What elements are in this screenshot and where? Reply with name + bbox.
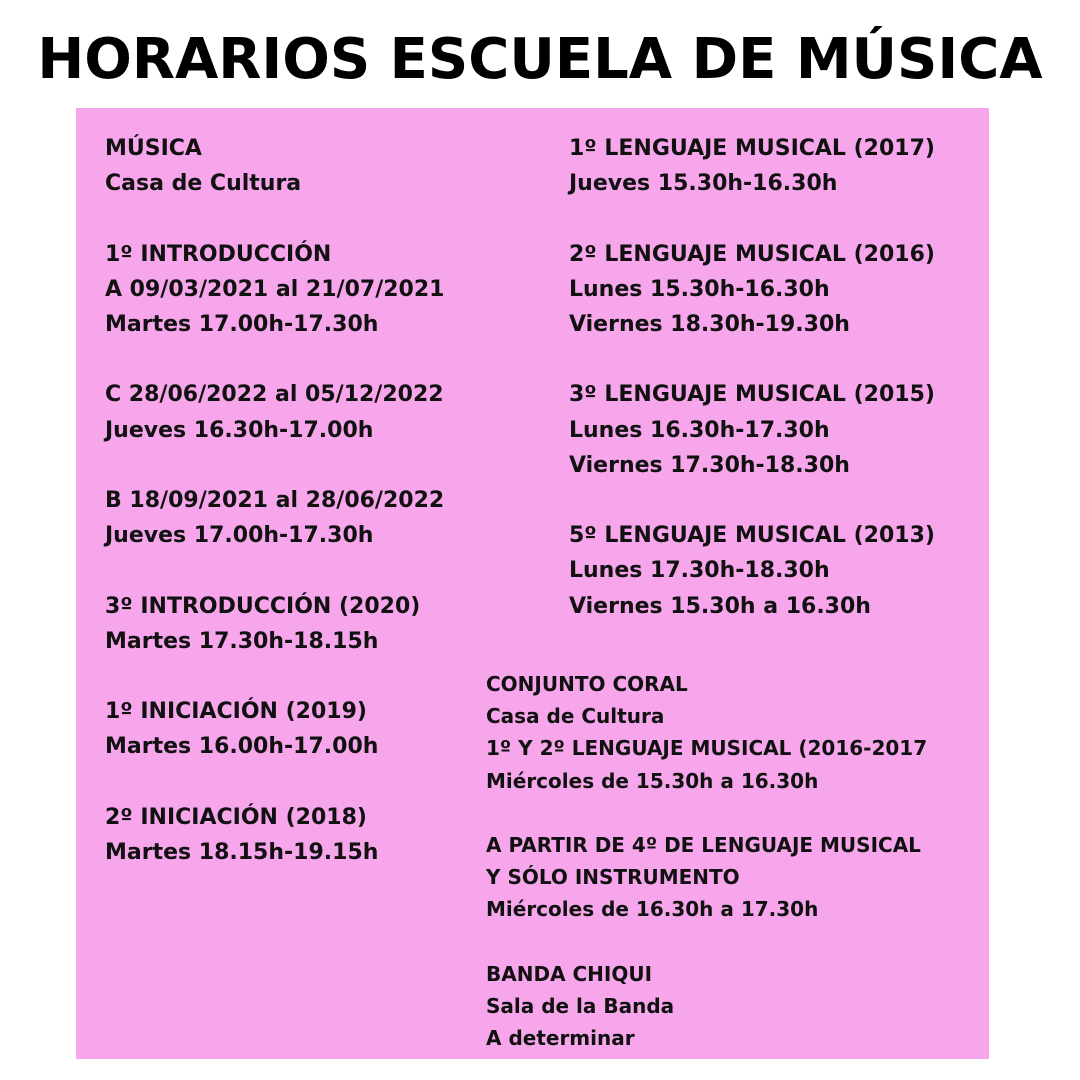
schedule-line: Viernes 18.30h-19.30h — [569, 312, 850, 337]
schedule-block — [486, 958, 927, 1055]
schedule-line: A 09/03/2021 al 21/07/2021 — [105, 276, 445, 302]
schedule-line: Jueves 17.00h-17.30h — [105, 523, 374, 549]
schedule-block — [486, 668, 927, 797]
schedule-line: Martes 16.00h-17.00h — [105, 734, 379, 760]
schedule-line: Martes 17.00h-17.30h — [105, 312, 379, 337]
schedule-block-heading: 5º LENGUAJE MUSICAL (2013) — [569, 523, 935, 549]
schedule-line: Viernes 15.30h a 16.30h — [569, 593, 871, 619]
schedule-line: Miércoles de 16.30h a 17.30h — [486, 897, 819, 922]
schedule-block — [105, 377, 444, 447]
schedule-block — [569, 131, 935, 201]
schedule-block-heading: 2º LENGUAJE MUSICAL (2016) — [569, 241, 935, 267]
right-schedule-column — [569, 131, 935, 624]
schedule-line: Casa de Cultura — [486, 704, 665, 729]
schedule-block — [105, 589, 444, 659]
schedule-line: Miércoles de 15.30h a 16.30h — [486, 768, 819, 793]
schedule-block — [105, 237, 444, 343]
schedule-line: Jueves 16.30h-17.00h — [105, 417, 374, 443]
schedule-line: Sala de la Banda — [486, 994, 675, 1018]
left-schedule-column — [105, 131, 444, 870]
bottom-schedule-column — [486, 668, 927, 1054]
schedule-line: Lunes 15.30h-16.30h — [569, 276, 830, 302]
schedule-line: Lunes 17.30h-18.30h — [569, 558, 830, 584]
schedule-line: Martes 18.15h-19.15h — [105, 839, 379, 865]
schedule-block — [105, 483, 444, 553]
schedule-block — [105, 800, 444, 870]
schedule-block — [105, 694, 444, 764]
schedule-block-heading: 3º LENGUAJE MUSICAL (2015) — [569, 382, 935, 408]
schedule-line: Y SÓLO INSTRUMENTO — [486, 865, 740, 890]
schedule-block — [486, 829, 927, 926]
schedule-block — [569, 237, 935, 343]
schedule-block-heading: 1º INTRODUCCIÓN — [105, 241, 332, 267]
schedule-block-heading: 3º INTRODUCCIÓN (2020) — [105, 593, 421, 619]
schedule-panel — [76, 108, 989, 1059]
schedule-line: Martes 17.30h-18.15h — [105, 628, 379, 654]
schedule-block-heading: C 28/06/2022 al 05/12/2022 — [105, 382, 444, 408]
schedule-line: Lunes 16.30h-17.30h — [569, 417, 830, 443]
schedule-line: A determinar — [486, 1026, 635, 1051]
schedule-block-heading: 1º INICIACIÓN (2019) — [105, 699, 367, 725]
schedule-line: Casa de Cultura — [105, 171, 302, 197]
schedule-block-heading: 2º INICIACIÓN (2018) — [105, 804, 367, 830]
schedule-block — [569, 377, 935, 483]
schedule-block — [569, 518, 935, 624]
schedule-block-heading: B 18/09/2021 al 28/06/2022 — [105, 487, 445, 513]
schedule-line: Viernes 17.30h-18.30h — [569, 452, 850, 478]
page-title: HORARIOS ESCUELA DE MÚSICA — [37, 27, 1043, 92]
schedule-block-heading: CONJUNTO CORAL — [486, 672, 688, 696]
schedule-block-heading: BANDA CHIQUI — [486, 961, 653, 986]
schedule-block-heading: A PARTIR DE 4º DE LENGUAJE MUSICAL — [486, 833, 921, 857]
schedule-line: Jueves 15.30h-16.30h — [569, 171, 838, 197]
schedule-line: 1º Y 2º LENGUAJE MUSICAL (2016-2017 — [486, 736, 928, 761]
schedule-block-heading: MÚSICA — [105, 136, 202, 161]
schedule-block-heading: 1º LENGUAJE MUSICAL (2017) — [569, 136, 935, 161]
schedule-block — [105, 131, 444, 201]
